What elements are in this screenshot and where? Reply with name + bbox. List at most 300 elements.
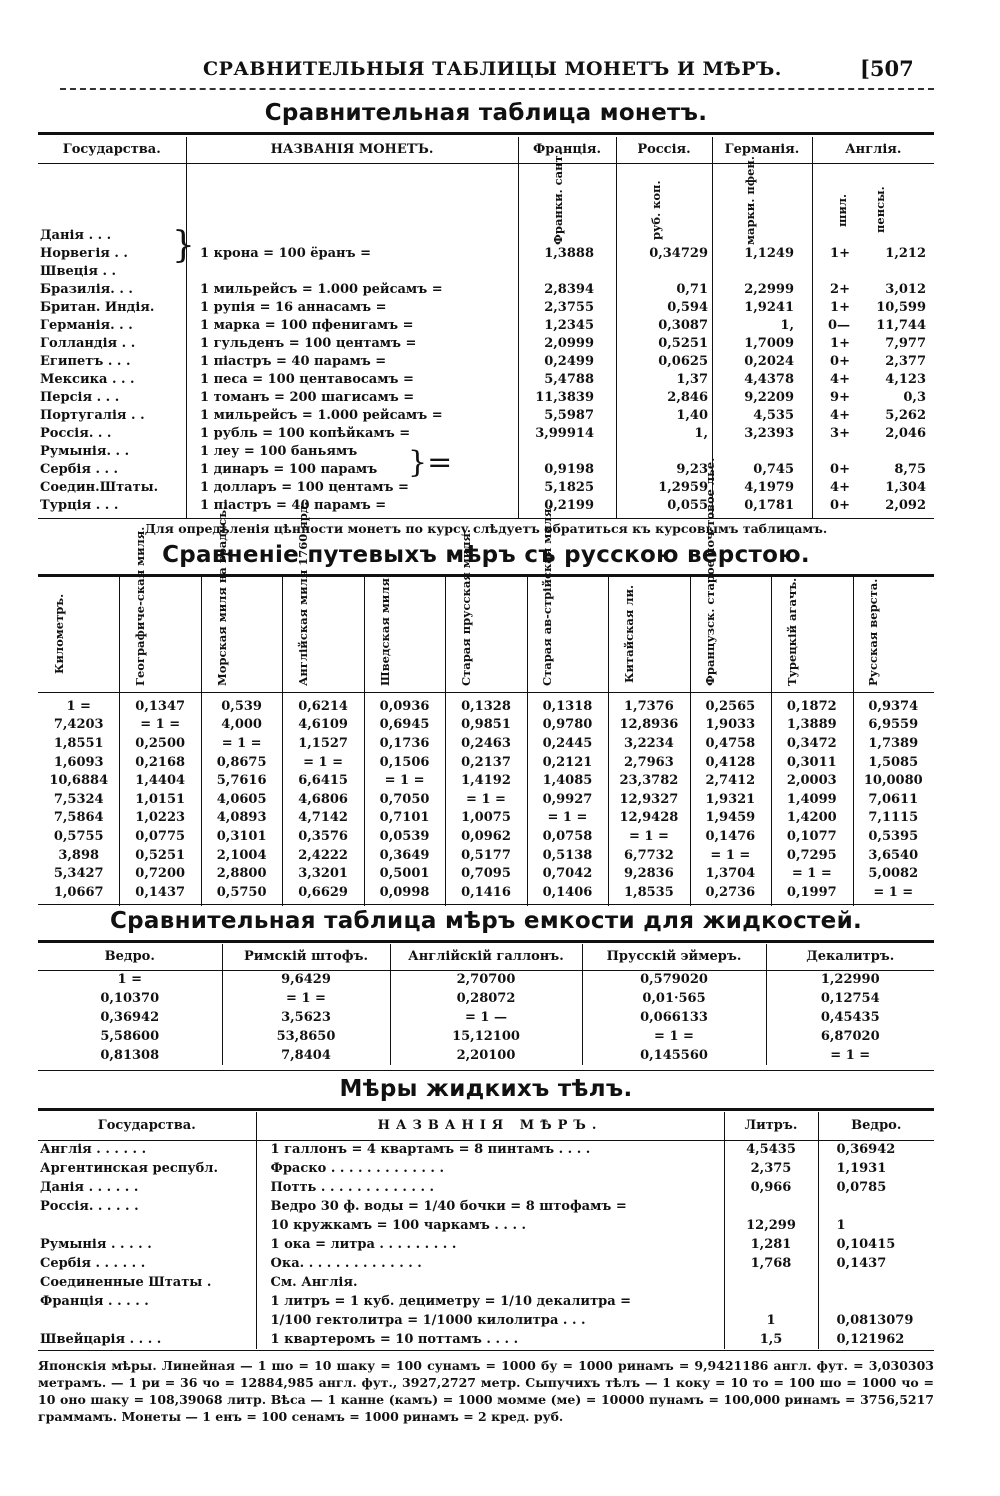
liquid-row [38,1311,934,1330]
travel-header-col: Турецкій агачъ. [784,577,799,686]
liquid-state [38,1311,256,1330]
travel-cell: 0,2463 [461,735,511,751]
travel-header-col: Китайская ли. [621,585,636,683]
travel-cell: 12,8936 [619,717,679,733]
travel-cell: 2,0003 [786,773,837,789]
travel-cell: 0,0998 [379,884,430,900]
liquid-name: 10 кружкамъ = 100 чаркамъ . . . . [256,1216,724,1235]
liquid-name: Потть . . . . . . . . . . . . . [256,1178,724,1197]
travel-row [38,864,934,883]
travel-cell: 10,6884 [49,773,109,789]
travel-cell: = 1 = [791,866,832,882]
capacity-cell: 0,81308 [100,1048,160,1063]
liquid-liter: 1,5 [724,1330,818,1349]
travel-header-col: Русская верста. [866,578,881,686]
liquid-header-state: Государства. [38,1112,256,1140]
travel-cell: = 1 = [140,717,181,733]
travel-cell: 0,0936 [379,698,430,714]
capacity-row [38,989,934,1008]
travel-header-col: Англійская миля 1760 ярд. [296,501,311,686]
liquid-state: Швейцарія . . . . [40,1332,162,1347]
liquid-state: Соединенные Штаты . [40,1275,212,1290]
travel-cell: 1,8535 [624,884,674,900]
liquid-name: Фраско . . . . . . . . . . . . . [256,1159,724,1178]
travel-row [38,771,934,790]
travel-row [38,827,934,846]
travel-cell: 0,5251 [135,847,186,863]
travel-cell: 0,6214 [298,698,348,714]
coin-france [518,262,616,280]
travel-cell: 1,9459 [705,810,756,826]
travel-row [38,753,934,772]
travel-cell: 7,1115 [868,810,919,826]
travel-cell: = 1 = [384,773,425,789]
coin-row [38,280,934,298]
coins-bottom-rule [38,518,934,519]
travel-cell: 0,2736 [705,884,756,900]
capacity-row [38,970,934,989]
coin-state: Германія. . . [40,317,133,333]
liquid-vedro: 0,0813079 [818,1311,934,1330]
coin-russia: 1,37 [676,371,708,387]
coin-shilling: 4+ [830,479,850,495]
coin-name: 1 томанъ = 200 шагисамъ = [200,389,415,405]
travel-cell: 0,6629 [298,884,348,900]
coin-shilling [812,226,852,244]
coins-header-state: Государства. [38,137,186,163]
travel-cell: 0,5750 [216,884,267,900]
travel-cell: 0,9374 [868,698,919,714]
coin-state: Бразилія. . . [40,281,133,297]
coin-state: Швеція . . [40,263,117,279]
coin-shilling: 0+ [830,461,850,477]
liquid-row [38,1216,934,1235]
travel-cell: = 1 = [466,791,506,807]
travel-cell: 7,5324 [53,791,104,807]
travel-cell: 0,7095 [461,866,511,882]
capacity-cell: 15,12100 [390,1027,582,1046]
coin-name: 1 піастръ = 40 парамъ = [200,353,387,369]
coin-russia: 0,71 [676,281,708,297]
travel-cell: 23,3782 [619,773,679,789]
liquid-vedro [818,1292,934,1311]
coin-row [38,370,934,388]
coin-state: Норвегія . . [40,245,128,261]
travel-row [38,809,934,828]
coin-germany [712,262,812,280]
coin-pence: 11,744 [876,317,926,333]
liquid-name: 1 квартеромъ = 10 поттамъ . . . . [256,1330,724,1349]
capacity-top-rule [38,940,934,943]
coin-russia [616,442,712,460]
travel-cell: 2,7963 [624,754,674,770]
liquid-header-liter: Литръ. [724,1112,818,1140]
coin-pence: 2,046 [885,425,926,441]
coin-france: 1,2345 [544,317,594,333]
capacity-cell: 5,58600 [100,1029,160,1044]
coin-russia: 0,0625 [658,353,708,369]
liquid-row [38,1273,934,1292]
travel-row [38,846,934,865]
coin-france: 2,0999 [544,335,594,351]
coin-russia: 1,2959 [658,479,708,495]
travel-row [38,734,934,753]
travel-cell: 6,6415 [298,773,348,789]
liquid-liter [724,1292,818,1311]
coin-name: 1 рубль = 100 копѣйкамъ = [200,425,411,441]
coin-pence: 2,092 [885,497,926,513]
travel-cell: 0,5395 [868,828,919,844]
capacity-header-decaliter: Декалитръ. [766,944,934,970]
travel-header-col: Старая ав-стрійская миля. [540,504,555,686]
coin-name: 1 марка = 100 пфенигамъ = [200,317,414,333]
travel-cell: 0,9927 [542,791,593,807]
travel-cell: 1,0151 [135,791,186,807]
coin-row [38,496,934,514]
travel-cell: 0,4758 [705,735,756,751]
coin-row [38,442,934,460]
travel-cell: 0,1406 [542,884,593,900]
travel-cell: 12,9327 [619,791,679,807]
travel-cell: = 1 = [303,754,344,770]
coin-france: 1,3888 [544,245,594,261]
travel-cell: 1,9033 [705,717,756,733]
coin-russia: 2,846 [667,389,708,405]
travel-body [38,697,934,902]
travel-cell: 0,5001 [379,866,430,882]
coin-name: 1 гульденъ = 100 центамъ = [200,335,417,351]
capacity-cell: 0,066133 [582,1008,766,1027]
capacity-cell: 7,8404 [222,1046,390,1065]
liquid-row [38,1254,934,1273]
travel-cell: = 1 = [628,828,669,844]
capacity-cell: 2,70700 [390,970,582,989]
liquid-liter: 2,375 [724,1159,818,1178]
liquid-vedro [818,1197,934,1216]
coin-shilling: 2+ [830,281,850,297]
liquid-state: Франція . . . . . [40,1294,149,1309]
capacity-cell: 1,22990 [766,970,934,989]
travel-cell: 4,000 [221,717,262,733]
coin-shilling: 9+ [830,389,850,405]
coin-russia: 1,40 [676,407,708,423]
travel-cell: 7,4203 [53,717,104,733]
travel-cell: 0,1328 [461,698,511,714]
coin-name: 1 крона = 100 ёранъ = [200,245,371,261]
capacity-cell: 0,10370 [100,991,160,1006]
coin-name: 1 піастръ = 40 парамъ = [200,497,387,513]
travel-cell: 1,0667 [53,884,104,900]
travel-cell: 0,1736 [379,735,430,751]
travel-title: Сравненіе путевыхъ мѣръ съ русскою верстою. [162,542,810,568]
coin-germany: 4,535 [753,407,794,423]
travel-cell: 0,1347 [135,698,186,714]
coins-header-name: НАЗВАНІЯ МОНЕТЪ. [186,137,518,163]
coins-sub-germany: марки. пфен. [743,156,757,245]
page [38,40,934,1460]
travel-cell: 0,3649 [379,847,430,863]
liquid-header-name: НАЗВАНІЯ МѢРЪ. [256,1112,724,1140]
liquid-liter: 4,5435 [724,1140,818,1159]
coin-pence: 1,212 [885,245,926,261]
capacity-cell: = 1 — [390,1008,582,1027]
travel-bottom-rule [38,904,934,905]
coin-germany [712,226,812,244]
travel-cell: 0,5755 [53,828,104,844]
travel-cell: 5,7616 [216,773,267,789]
coin-state: Турція . . . [40,497,119,513]
coin-russia [616,226,712,244]
coin-shilling: 0— [827,317,850,333]
coin-shilling: 4+ [830,371,850,387]
coin-state: Сербія . . . [40,461,119,477]
travel-cell: 1,3704 [705,866,756,882]
capacity-title: Сравнительная таблица мѣръ емкости для жидкостей. [109,908,863,934]
coin-row [38,424,934,442]
travel-cell: = 1 = [547,810,588,826]
coin-pence: 3,012 [885,281,926,297]
travel-row [38,790,934,809]
liquid-state: Румынія . . . . . [40,1237,152,1252]
liquid-row [38,1140,934,1159]
coin-germany: 1,1249 [744,245,794,261]
running-header: СРАВНИТЕЛЬНЫЯ ТАБЛИЦЫ МОНЕТЪ И МѢРЪ. [203,58,782,80]
travel-cell: 0,0539 [379,828,430,844]
travel-cell: 0,7050 [379,791,430,807]
travel-cell: 2,7412 [705,773,756,789]
coin-germany: 4,1979 [744,479,794,495]
coin-france: 0,9198 [544,461,594,477]
coin-pence: 2,377 [885,353,926,369]
travel-cell: 0,2445 [542,735,593,751]
travel-cell: 3,898 [58,847,100,863]
capacity-row [38,1046,934,1065]
travel-cell: 0,2168 [135,754,186,770]
coin-france: 0,2499 [544,353,594,369]
travel-row [38,883,934,902]
coin-france [518,226,616,244]
coin-germany: 0,1781 [744,497,794,513]
travel-header-col: Французск. старое поч-товое лье. [703,457,718,686]
liquid-table [38,1112,934,1349]
capacity-cell: = 1 = [582,1027,766,1046]
coin-row [38,478,934,496]
liquid-vedro [818,1273,934,1292]
coin-france: 5,1825 [544,479,594,495]
travel-cell: 0,0758 [542,828,593,844]
coin-name [186,226,518,244]
travel-cell: 0,5177 [461,847,511,863]
travel-cell: 0,1437 [135,884,186,900]
travel-cell: 0,7101 [379,810,430,826]
travel-cell: 0,2565 [705,698,756,714]
travel-cell: 2,8800 [216,866,267,882]
travel-cell: 2,1004 [216,847,267,863]
coin-state: Румынія. . . [40,443,130,459]
travel-cell: 6,9559 [868,717,919,733]
travel-cell: = 1 = [710,847,751,863]
travel-cell: 0,1318 [542,698,593,714]
travel-cell: 1,4404 [135,773,186,789]
coins-sub-france: Франки. сант. [551,151,565,245]
travel-cell: 0,6945 [379,717,430,733]
coin-pence: 4,123 [885,371,926,387]
liquid-name: Ведро 30 ф. воды = 1/40 бочки = 8 штофамъ = [256,1197,724,1216]
coin-france: 11,3839 [535,389,594,405]
coins-header-russia: Россія. [616,137,712,163]
coin-state: Португалія . . [40,407,145,423]
coins-note: Для опредѣленія цѣнности монетъ по курсу слѣдуетъ обратиться къ курсовымъ таблицамъ. [144,521,828,536]
liquid-state: Англія . . . . . . [40,1142,147,1158]
travel-cell: 0,1077 [786,828,837,844]
coin-name: 1 рупія = 16 аннасамъ = [200,299,387,315]
travel-cell: 0,2121 [542,754,593,770]
capacity-cell: 0,28072 [390,989,582,1008]
coin-pence: 1,304 [885,479,926,495]
travel-cell: 3,2234 [624,735,674,751]
capacity-row [38,1008,934,1027]
liquid-state: Сербія . . . . . . [40,1256,146,1271]
coin-state: Данія . . . [40,227,112,243]
travel-cell: 0,3576 [298,828,348,844]
travel-header-col: Шведская миля. [377,574,392,686]
liquid-name: См. Англія. [256,1273,724,1292]
coin-name [186,262,518,280]
capacity-bottom-rule [38,1070,934,1071]
travel-cell: 0,0962 [461,828,511,844]
travel-cell: 1,7389 [868,735,919,751]
liquid-row [38,1178,934,1197]
coin-russia: 0,5251 [658,335,708,351]
capacity-header-eimer: Прусскій эймеръ. [582,944,766,970]
coin-row [38,298,934,316]
travel-cell: 0,3011 [786,754,837,770]
coins-body [38,226,934,514]
liquid-liter: 12,299 [724,1216,818,1235]
coin-germany: 1,9241 [744,299,794,315]
travel-cell: 0,3472 [786,735,837,751]
travel-cell: 12,9428 [619,810,679,826]
coin-row [38,316,934,334]
coin-row [38,460,934,478]
capacity-row [38,1027,934,1046]
travel-cell: = 1 = [873,884,914,900]
coins-title: Сравнительная таблица монетъ. [264,100,708,126]
coin-pence [852,226,934,244]
coin-france: 0,2199 [544,497,594,513]
coin-pence [852,442,934,460]
coin-shilling: 0+ [830,497,850,513]
travel-cell: 4,7142 [298,810,348,826]
travel-cell: 4,0893 [216,810,267,826]
coin-name: 1 песа = 100 центавосамъ = [200,371,414,387]
travel-cell: 7,0611 [868,791,919,807]
coin-state: Россія. . . [40,425,112,441]
coins-header-france: Франція. [518,137,616,163]
liquid-name: 1 галлонъ = 4 квартамъ = 8 пинтамъ . . . . [256,1140,724,1159]
coin-pence: 10,599 [876,299,926,315]
liquid-state: Аргентинская республ. [40,1161,218,1176]
liquid-vedro: 0,1437 [818,1254,934,1273]
coin-shilling: 1+ [830,245,850,261]
coin-russia: 0,3087 [658,317,708,333]
coin-state: Британ. Индія. [40,299,155,315]
liquid-top-rule [38,1108,934,1111]
capacity-cell: 0,579020 [582,970,766,989]
travel-cell: 1,8551 [53,735,104,751]
travel-cell: 0,2137 [461,754,511,770]
coin-germany: 9,2209 [744,389,794,405]
travel-cell: 0,4128 [705,754,756,770]
travel-cell: 4,6806 [298,791,348,807]
coin-name: 1 динаръ = 100 парамъ [200,461,378,477]
capacity-cell: 9,6429 [222,970,390,989]
capacity-header-shtof: Римскій штофъ. [222,944,390,970]
travel-row [38,697,934,716]
liquid-bottom-rule [38,1350,934,1351]
travel-cell: 0,1872 [786,698,837,714]
capacity-cell: 2,20100 [390,1046,582,1065]
travel-cell: 1,7376 [624,698,674,714]
coin-pence: 7,977 [885,335,926,351]
liquid-vedro: 0,0785 [818,1178,934,1197]
coin-state: Персія . . . [40,389,120,405]
travel-header-col: Географиче-ская миля. [133,526,148,686]
coins-header-germany: Германія. [712,137,812,163]
travel-cell: 0,9851 [461,717,511,733]
coin-russia [616,262,712,280]
travel-row [38,716,934,735]
liquid-vedro: 0,121962 [818,1330,934,1349]
travel-cell: 0,539 [221,698,262,714]
travel-cell: 1,5085 [868,754,919,770]
coins-sub-pence: пенсы. [873,186,887,234]
coin-state: Соедин.Штаты. [40,479,159,495]
capacity-header-vedro: Ведро. [38,944,222,970]
travel-cell: 7,5864 [53,810,104,826]
travel-cell: 0,7042 [542,866,593,882]
header-rule [60,88,934,90]
coins-top-rule [38,132,934,135]
travel-cell: 2,4222 [298,847,348,863]
coin-germany: 0,2024 [744,353,794,369]
travel-cell: 10,0080 [863,773,923,789]
liquid-row [38,1330,934,1349]
coin-france: 5,5987 [544,407,594,423]
coins-header-england: Англія. [812,137,934,163]
travel-cell: 3,3201 [298,866,348,882]
liquid-liter: 0,966 [724,1178,818,1197]
travel-cell: 1,1527 [298,735,348,751]
travel-top-rule [38,574,934,577]
japan-paragraph: Японскія мѣры. Линейная — 1 шо = 10 шаку = 100 сунамъ = 1000 бу = 1000 ринамъ = 9,9421186 англ. фут. = 3,030303 метрамъ. — 1 ри = 36 чо = 12884,985 англ. фут., 3927,2727 метр. Сыпучихъ тѣлъ — 1 коку = 10 то = 100 шо = 1000 чо = 10 оно шаку = 108,39068 литр. Вѣса — 1 канне (камъ) = 1000 момме (ме) = 10000 пунамъ = 100,000 ринамъ = 3756,5217 граммамъ. Монеты — 1 енъ = 100 сенамъ = 1000 ринамъ = 2 кред. руб. [38,1358,934,1424]
liquid-state: Россія. . . . . . [40,1199,139,1214]
coin-germany: 3,2393 [744,425,794,441]
liquid-row [38,1292,934,1311]
capacity-cell: = 1 = [222,989,390,1008]
coin-shilling [812,442,852,460]
capacity-cell: 1 = [117,972,142,988]
coin-germany: 1,7009 [744,335,794,351]
coin-russia: 1, [694,425,708,441]
capacity-cell: 0,145560 [582,1046,766,1065]
coins-sub-shilling: шил. [835,193,849,227]
liquid-header-vedro: Ведро. [818,1112,934,1140]
coin-russia: 0,34729 [649,245,708,261]
coin-shilling: 0+ [830,353,850,369]
coins-brace-romania: }= [408,445,453,480]
travel-cell: 6,7732 [624,847,674,863]
